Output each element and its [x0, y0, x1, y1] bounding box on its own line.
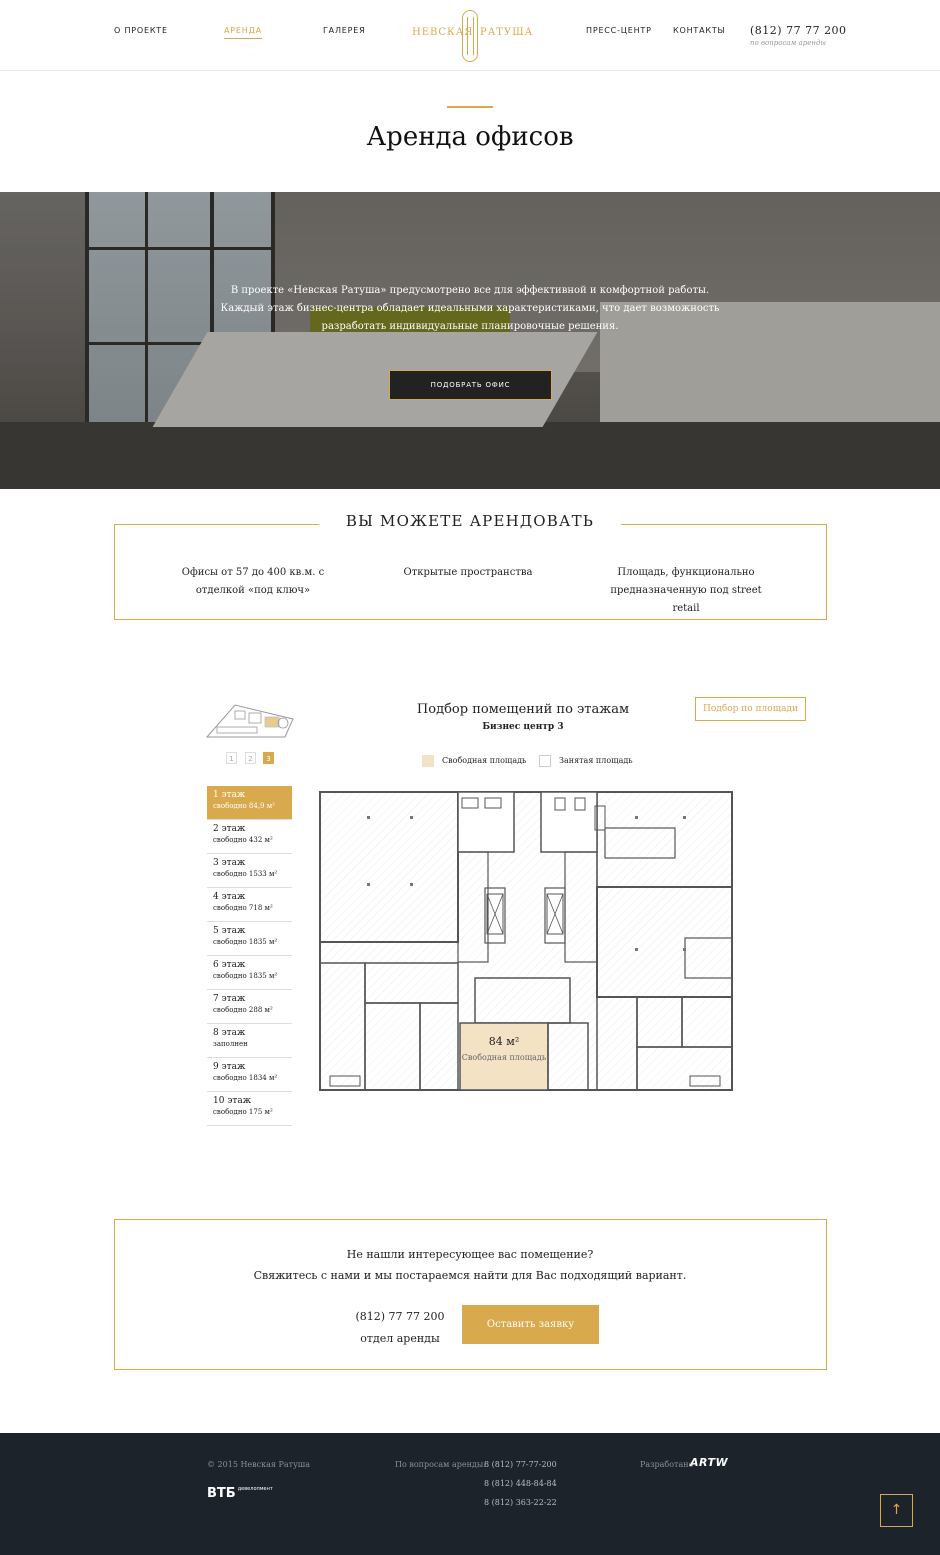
contact-phone[interactable]: (812) 77 77 200 — [355, 1310, 445, 1323]
legend-free-swatch — [422, 755, 434, 767]
footer-copyright: © 2015 Невская Ратуша — [207, 1460, 310, 1469]
floor-info: свободно 175 м² — [213, 1108, 273, 1116]
floor-item-8[interactable] — [207, 1024, 292, 1058]
hero-overlay — [0, 192, 940, 489]
footer-questions-label: По вопросам аренды: — [395, 1460, 486, 1469]
floor-info: свободно 1533 м² — [213, 870, 278, 878]
free-area-label: Свободная площадь — [461, 1053, 547, 1062]
free-area-size: 84 м² — [488, 1035, 520, 1048]
floor-name: 9 этаж — [213, 1062, 246, 1072]
artw-logo[interactable]: ARTW — [690, 1456, 729, 1469]
nav-rent[interactable]: АРЕНДА — [224, 26, 262, 39]
floor-info: заполнен — [213, 1040, 248, 1048]
rent-option-retail — [596, 564, 776, 618]
floor-name: 3 этаж — [213, 858, 246, 868]
rent-option-open-space — [378, 564, 558, 582]
floor-info: свободно 84,9 м² — [213, 802, 275, 810]
floor-info: свободно 718 м² — [213, 904, 273, 912]
contact-dept: отдел аренды — [360, 1332, 440, 1345]
floor-name: 10 этаж — [213, 1096, 251, 1106]
building-tab-1[interactable]: 1 — [226, 752, 237, 764]
floor-info: свободно 1835 м² — [213, 938, 278, 946]
site-footer — [0, 1433, 940, 1555]
scroll-top-button[interactable]: ↑ — [880, 1494, 913, 1527]
floor-info: свободно 288 м² — [213, 1006, 273, 1014]
hero-text-line: разработать индивидуальные планировочные решения. — [321, 321, 619, 332]
logo-mark-icon — [462, 10, 478, 62]
building-tab-2[interactable]: 2 — [245, 752, 256, 764]
rent-option-text: отделкой «под ключ» — [195, 585, 311, 596]
floor-name: 6 этаж — [213, 960, 246, 970]
hero-text — [0, 282, 940, 336]
floor-item-6[interactable] — [207, 956, 292, 990]
legend-busy-label: Занятая площадь — [559, 756, 633, 765]
nav-contacts[interactable]: КОНТАКТЫ — [673, 26, 726, 35]
vtb-logo-text: ВТБ — [207, 1486, 236, 1501]
vtb-logo[interactable] — [207, 1486, 273, 1501]
area-filter-button[interactable]: Подбор по площади — [695, 697, 806, 721]
logo-text-right: РАТУША — [480, 27, 534, 38]
building-tab-3[interactable]: 3 — [263, 752, 274, 764]
contact-box — [114, 1219, 827, 1370]
legend-free-label: Свободная площадь — [442, 756, 527, 765]
title-divider — [447, 106, 493, 108]
rent-option-text: Офисы от 57 до 400 кв.м. с — [181, 567, 325, 578]
floor-name: 1 этаж — [213, 790, 246, 800]
floor-name: 7 этаж — [213, 994, 246, 1004]
plan-title: Подбор помещений по этажам — [416, 702, 630, 717]
logo[interactable] — [410, 10, 534, 62]
rent-option-text: Площадь, функционально — [617, 567, 755, 578]
floor-item-4[interactable] — [207, 888, 292, 922]
floor-list — [207, 786, 292, 1126]
floor-name: 4 этаж — [213, 892, 246, 902]
floor-item-1[interactable] — [207, 786, 292, 820]
floor-info: свободно 1835 м² — [213, 972, 278, 980]
floor-info: свободно 1834 м² — [213, 1074, 278, 1082]
footer-phone-3[interactable]: 8 (812) 363-22-22 — [484, 1498, 557, 1507]
legend-busy — [559, 756, 633, 765]
plan-subtitle: Бизнес центр 3 — [482, 722, 564, 732]
footer-phone-1[interactable]: 8 (812) 77-77-200 — [484, 1460, 557, 1469]
site-header — [0, 0, 940, 71]
hero-banner — [0, 192, 940, 489]
contact-phone-block — [330, 1306, 470, 1350]
floor-info: свободно 432 м² — [213, 836, 273, 844]
vtb-logo-sub: девелопмент — [237, 1486, 273, 1492]
hero-text-line: В проекте «Невская Ратуша» предусмотрено все для эффективной и комфортной работы. — [230, 285, 710, 296]
floor-item-7[interactable] — [207, 990, 292, 1024]
contact-text-1: Не нашли интересующее вас помещение? — [346, 1248, 594, 1261]
building-minimap[interactable] — [205, 697, 295, 739]
floor-item-9[interactable] — [207, 1058, 292, 1092]
logo-text-left: НЕВСКАЯ — [412, 27, 474, 38]
hero-text-line: Каждый этаж бизнес-центра обладает идеальными характеристиками, что дает возможность — [220, 303, 720, 314]
floor-item-5[interactable] — [207, 922, 292, 956]
nav-about[interactable]: О ПРОЕКТЕ — [114, 26, 168, 35]
header-phone[interactable]: (812) 77 77 200 — [750, 24, 847, 37]
floor-item-10[interactable] — [207, 1092, 292, 1126]
floor-item-2[interactable] — [207, 820, 292, 854]
header-phone-sub: по вопросам аренды — [750, 39, 827, 47]
nav-gallery[interactable]: ГАЛЕРЕЯ — [323, 26, 366, 35]
rent-option-text: предназначенную под street retail — [610, 585, 762, 614]
rent-options-title: ВЫ МОЖЕТЕ АРЕНДОВАТЬ — [319, 512, 621, 530]
floor-name: 5 этаж — [213, 926, 246, 936]
floor-name: 2 этаж — [213, 824, 246, 834]
nav-press[interactable]: ПРЕСС-ЦЕНТР — [586, 26, 652, 35]
rent-option-text: Открытые пространства — [403, 567, 533, 578]
legend-free — [442, 756, 526, 765]
floor-name: 8 этаж — [213, 1028, 246, 1038]
contact-text-2: Свяжитесь с нами и мы постараемся найти для Вас подходящий вариант. — [253, 1269, 687, 1282]
find-office-button[interactable]: ПОДОБРАТЬ ОФИС — [389, 370, 552, 400]
page-title: Аренда офисов — [366, 122, 574, 152]
legend-busy-swatch — [539, 755, 551, 767]
rent-option-offices — [163, 564, 343, 600]
leave-request-button[interactable]: Оставить заявку — [462, 1305, 599, 1344]
floor-item-3[interactable] — [207, 854, 292, 888]
footer-phone-2[interactable]: 8 (812) 448-84-84 — [484, 1479, 557, 1488]
footer-developed-label: Разработано — [640, 1460, 694, 1469]
